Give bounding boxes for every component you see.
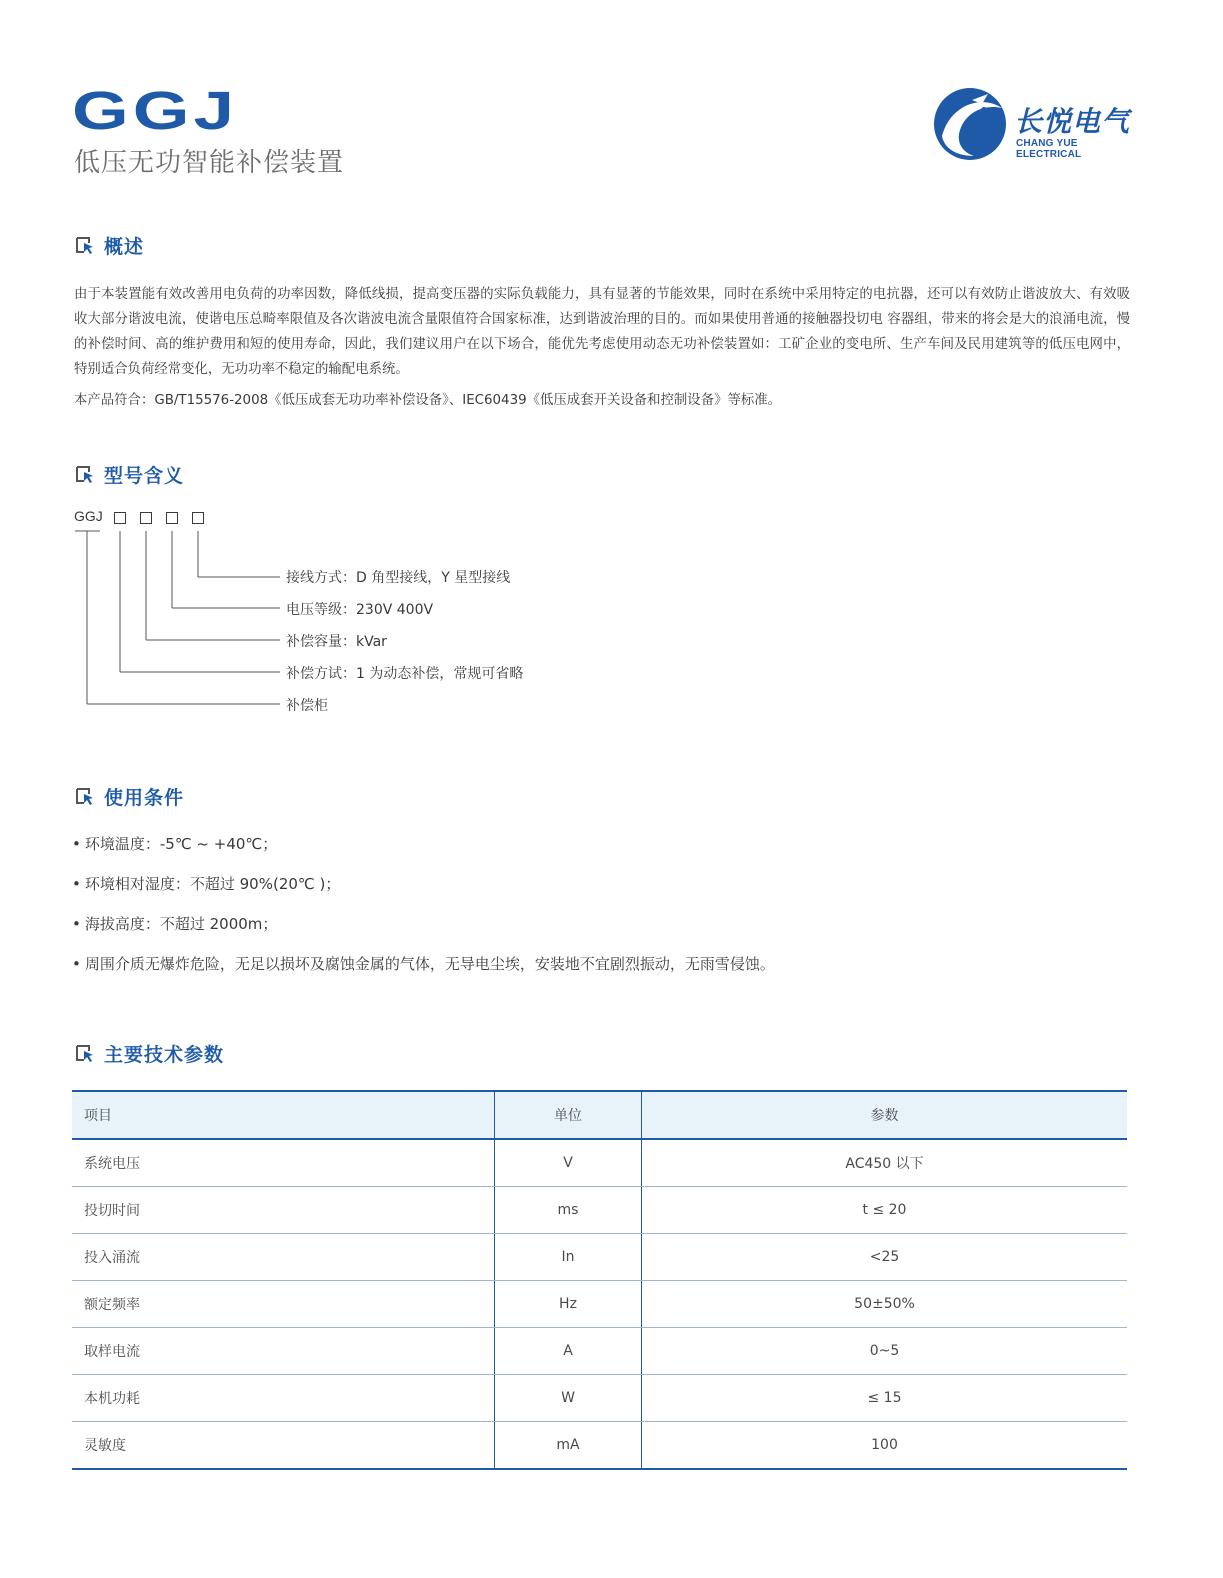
cell-item: 本机功耗 [72, 1375, 495, 1422]
cell-item: 灵敏度 [72, 1422, 495, 1470]
cell-value: ≤ 15 [642, 1375, 1128, 1422]
section-title: 型号含义 [104, 464, 185, 487]
condition-item [72, 913, 277, 934]
cell-value: t ≤ 20 [642, 1187, 1128, 1234]
cell-unit: Hz [495, 1281, 642, 1328]
standards-paragraph: 本产品符合：GB/T15576-2008《低压成套无功功率补偿设备》、IEC60439《低压成套开关设备和控制设备》等标准。 [74, 393, 782, 408]
section-heading-specs [74, 1040, 224, 1066]
section-arrow-icon [74, 785, 96, 807]
bullet: • [72, 875, 81, 893]
condition-item [72, 833, 277, 854]
cell-item: 系统电压 [72, 1139, 495, 1187]
table-header-row [72, 1091, 1127, 1139]
brand-name-cn: 长悦电气 [1014, 105, 1131, 138]
table-row [72, 1234, 1127, 1281]
cell-value: AC450 以下 [642, 1139, 1128, 1187]
model-label-voltage: 电压等级：230V 400V [286, 602, 434, 618]
table-row [72, 1328, 1127, 1375]
cell-unit: A [495, 1328, 642, 1375]
model-label-cabinet: 补偿柜 [286, 698, 328, 714]
cell-item: 投入涌流 [72, 1234, 495, 1281]
condition-text: 环境相对湿度：不超过 90%(20℃ )； [84, 875, 341, 893]
column-header-item: 项目 [72, 1091, 495, 1139]
model-label-mode: 补偿方试：1 为动态补偿，常规可省略 [286, 666, 524, 682]
table-row [72, 1375, 1127, 1422]
overview-paragraph: 由于本装置能有效改善用电负荷的功率因数，降低线损，提高变压器的实际负载能力，具有显著的节能效果，同时在系统中采用特定的电抗器，还可以有效防止谐波放大、有效吸收大部分谐波电流，使谐电压总畸率限值及各次谐波电流含量限值符合国家标准，达到谐波治理的目的。而如果使用普通的接触器投切电 容器组，带来的将会是大的浪涌电流，慢的补偿时间、高的维护费用和短的使用寿命，因此，我们建议用户在以下场合，能优先考虑使用动态无功补偿装置如：工矿企业的变电所、生产车间及民用建筑等的低压电网中，特别适合负荷经常变化，无功功率不稳定的输配电系统。 [74, 287, 1130, 377]
bullet: • [72, 955, 81, 973]
section-title: 使用条件 [104, 786, 185, 809]
column-header-value: 参数 [642, 1091, 1128, 1139]
column-header-unit: 单位 [495, 1091, 642, 1139]
cell-unit: ms [495, 1187, 642, 1234]
table-row [72, 1187, 1127, 1234]
condition-text: 海拔高度：不超过 2000m； [84, 915, 278, 933]
cell-value: <25 [642, 1234, 1128, 1281]
cell-unit: mA [495, 1422, 642, 1470]
cell-item: 额定频率 [72, 1281, 495, 1328]
table-row [72, 1422, 1127, 1470]
brand-name-en: CHANG YUE ELECTRICAL [1016, 138, 1082, 160]
model-label-wiring: 接线方式：D 角型接线，Y 星型接线 [286, 570, 511, 586]
model-label-capacity: 补偿容量：kVar [286, 634, 387, 650]
condition-item [72, 953, 775, 974]
table-row [72, 1139, 1127, 1187]
condition-item [72, 873, 340, 894]
cell-item: 投切时间 [72, 1187, 495, 1234]
section-title: 概述 [104, 235, 145, 258]
condition-text: 周围介质无爆炸危险，无足以损坏及腐蚀金属的气体，无导电尘埃，安装地不宜剧烈振动，无雨雪侵蚀。 [84, 955, 775, 973]
condition-text: 环境温度：-5℃ ~ +40℃； [84, 835, 278, 853]
bullet: • [72, 915, 81, 933]
cell-unit: W [495, 1375, 642, 1422]
spec-table [72, 1090, 1127, 1470]
model-prefix: GGJ [74, 508, 103, 524]
section-heading-conditions [74, 783, 184, 809]
section-arrow-icon [74, 1042, 96, 1064]
cell-unit: V [495, 1139, 642, 1187]
cell-unit: In [495, 1234, 642, 1281]
cell-value: 0~5 [642, 1328, 1128, 1375]
eagle-logo-icon [932, 86, 1008, 162]
table-row [72, 1281, 1127, 1328]
cell-value: 100 [642, 1422, 1128, 1470]
product-code: GGJ [72, 81, 239, 141]
brand-logo [932, 86, 1132, 166]
bullet: • [72, 835, 81, 853]
model-connector-lines [0, 0, 300, 720]
section-title: 主要技术参数 [104, 1043, 225, 1066]
cell-value: 50±50% [642, 1281, 1128, 1328]
product-name: 低压无功智能补偿装置 [74, 148, 345, 178]
cell-item: 取样电流 [72, 1328, 495, 1375]
